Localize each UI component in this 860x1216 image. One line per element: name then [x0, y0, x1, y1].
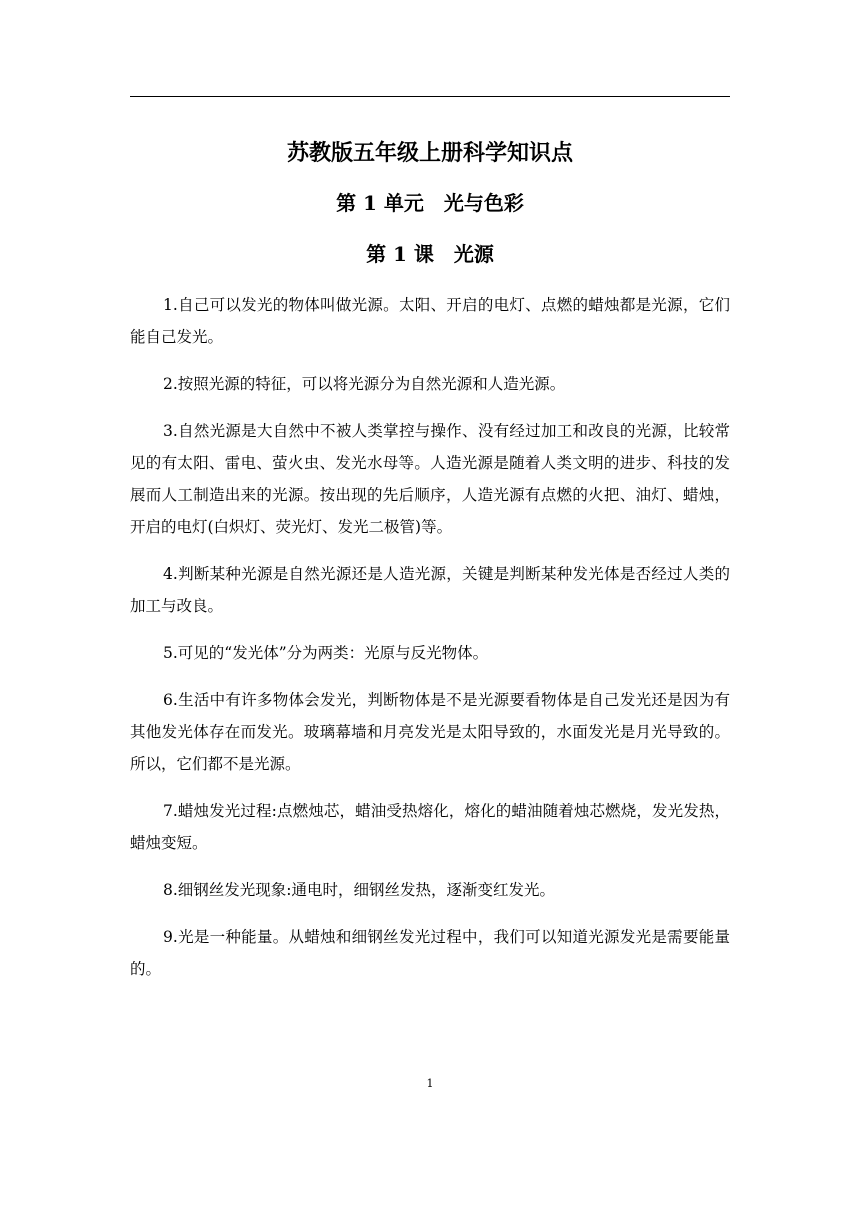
paragraph-7: 7.蜡烛发光过程:点燃烛芯，蜡油受热熔化，熔化的蜡油随着烛芯燃烧，发光发热，蜡烛变短。: [130, 802, 730, 852]
page-number: 1: [426, 1077, 434, 1090]
paragraph-3: 3.自然光源是大自然中不被人类掌控与操作、没有经过加工和改良的光源，比较常见的有太阳、雷电、萤火虫、发光水母等。人造光源是随着人类文明的进步、科技的发展而人工制造出来的光源。按出现的先后顺序，人造光源有点燃的火把、油灯、蜡烛，开启的电灯(白炽灯、荧光灯、发光二极管)等。: [130, 422, 730, 536]
unit-heading: 第 1 单元 光与色彩: [336, 191, 524, 215]
paragraph-4: 4.判断某种光源是自然光源还是人造光源，关键是判断某种发光体是否经过人类的加工与改良。: [130, 565, 730, 615]
document-body: [130, 289, 730, 1000]
document-title: 苏教版五年级上册科学知识点: [286, 140, 573, 166]
paragraph-8: 8.细钢丝发光现象:通电时，细钢丝发热，逐渐变红发光。: [163, 881, 556, 899]
paragraph-2: 2.按照光源的特征，可以将光源分为自然光源和人造光源。: [163, 375, 566, 393]
paragraph-6: 6.生活中有许多物体会发光，判断物体是不是光源要看物体是自己发光还是因为有其他发光体存在而发光。玻璃幕墙和月亮发光是太阳导致的，水面发光是月光导致的。所以，它们都不是光源。: [130, 691, 730, 773]
paragraph-9: 9.光是一种能量。从蜡烛和细钢丝发光过程中，我们可以知道光源发光是需要能量的。: [130, 928, 730, 978]
lesson-heading: 第 1 课 光源: [366, 242, 494, 266]
paragraph-5: 5.可见的“发光体”分为两类：光原与反光物体。: [163, 644, 489, 662]
header-rule: [130, 96, 730, 97]
paragraph-1: 1.自己可以发光的物体叫做光源。太阳、开启的电灯、点燃的蜡烛都是光源，它们能自己发光。: [130, 296, 730, 346]
